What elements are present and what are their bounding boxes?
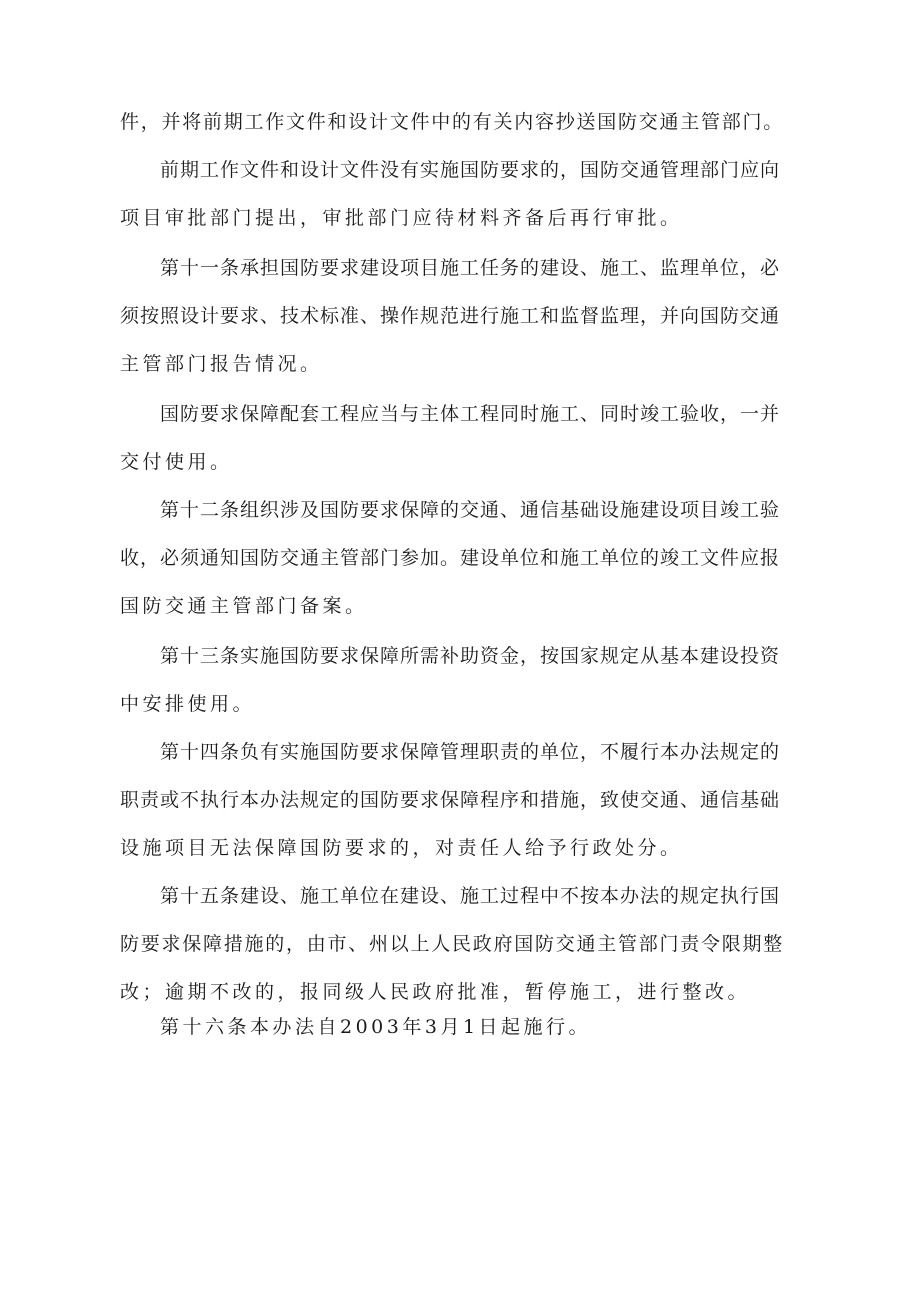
text-line: 前期工作文件和设计文件没有实施国防要求的，国防交通管理部门应向 (160, 159, 781, 181)
text-line: 设施项目无法保障国防要求的，对责任人给予行政处分。 (120, 837, 683, 859)
text-line: 职责或不执行本办法规定的国防要求保障程序和措施，致使交通、通信基础 (120, 789, 781, 811)
text-line: 第十三条实施国防要求保障所需补助资金，按国家规定从基本建设投资 (160, 645, 781, 667)
text-line: 第十五条建设、施工单位在建设、施工过程中不按本办法的规定执行国 (160, 885, 781, 907)
text-line: 交付使用。 (120, 451, 233, 473)
text-line: 须按照设计要求、技术标准、操作规范进行施工和监督监理，并向国防交通 (120, 305, 781, 327)
text-line: 国防要求保障配套工程应当与主体工程同时施工、同时竣工验收，一并 (160, 403, 781, 425)
text-line: 收，必须通知国防交通主管部门参加。建设单位和施工单位的竣工文件应报 (120, 547, 781, 569)
text-line: 改；逾期不改的，报同级人民政府批准，暂停施工，进行整改。 (120, 981, 751, 1003)
text-line: 件，并将前期工作文件和设计文件中的有关内容抄送国防交通主管部门。 (120, 111, 785, 133)
text-line: 第十一条承担国防要求建设项目施工任务的建设、施工、监理单位，必 (160, 257, 781, 279)
text-line: 中安排使用。 (120, 693, 256, 715)
text-line: 第十四条负有实施国防要求保障管理职责的单位，不履行本办法规定的 (160, 741, 781, 763)
text-line: 防要求保障措施的，由市、州以上人民政府国防交通主管部门责令限期整 (120, 933, 785, 955)
text-line: 国防交通主管部门备案。 (120, 595, 368, 617)
text-line: 主管部门报告情况。 (120, 353, 323, 375)
text-line: 第十二条组织涉及国防要求保障的交通、通信基础设施建设项目竣工验 (160, 499, 781, 521)
text-line: 项目审批部门提出，审批部门应待材料齐备后再行审批。 (120, 207, 683, 229)
text-line: 第十六条本办法自2003年3月1日起施行。 (160, 1016, 592, 1038)
